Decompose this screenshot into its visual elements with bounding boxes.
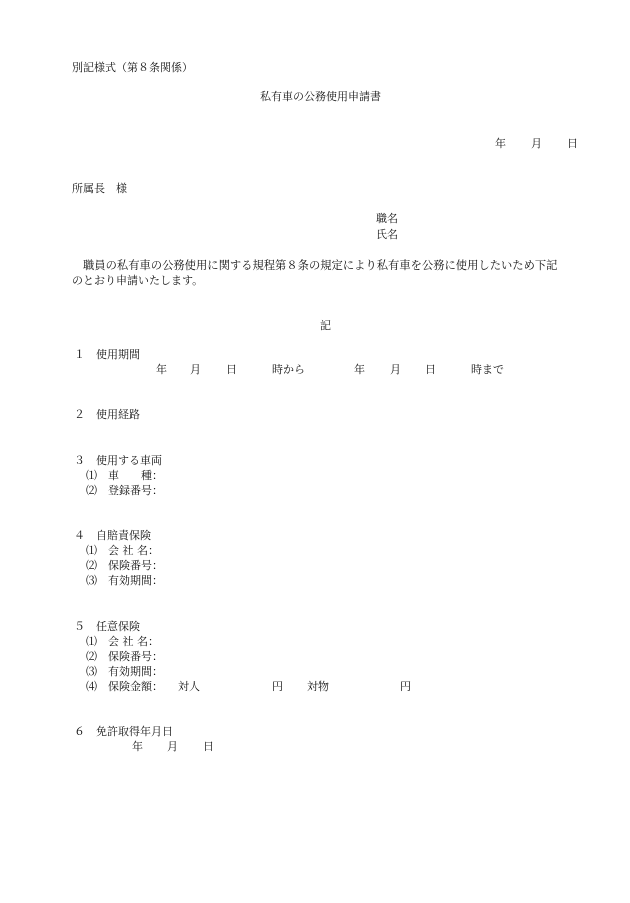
s4-item1-num: ⑴ bbox=[86, 544, 97, 557]
section6-heading: 免許取得年月日 bbox=[96, 725, 173, 738]
s5-item2-num: ⑵ bbox=[86, 650, 97, 663]
s5-property-unit: 円 bbox=[400, 680, 411, 693]
s3-item1-label: 車 種： bbox=[108, 469, 163, 482]
section4-number: ４ bbox=[74, 529, 85, 542]
s1-to-time: 時まで bbox=[471, 363, 504, 376]
section5-number: ５ bbox=[74, 620, 85, 633]
s4-item3-label: 有効期間： bbox=[108, 574, 163, 587]
body-text-line1: 職員の私有車の公務使用に関する規程第８条の規定により私有車を公務に使用したいため下記 bbox=[83, 259, 558, 272]
date-month: 月 bbox=[531, 137, 542, 150]
name-label: 氏名 bbox=[376, 228, 398, 241]
date-year: 年 bbox=[495, 137, 506, 150]
ki-label: 記 bbox=[320, 319, 331, 332]
section2-heading: 使用経路 bbox=[96, 408, 140, 421]
section1-heading: 使用期間 bbox=[96, 348, 140, 361]
body-text-line2: のとおり申請いたします。 bbox=[72, 274, 204, 287]
s1-from-month: 月 bbox=[190, 363, 201, 376]
s5-item1-label: 会 社 名： bbox=[108, 635, 159, 648]
section5-heading: 任意保険 bbox=[96, 620, 140, 633]
s5-person-label: 対人 bbox=[178, 680, 200, 693]
section2-number: ２ bbox=[74, 408, 85, 421]
section3-number: ３ bbox=[74, 454, 85, 467]
s4-item1-label: 会 社 名： bbox=[108, 544, 159, 557]
section6-number: ６ bbox=[74, 725, 85, 738]
s1-to-year: 年 bbox=[354, 363, 365, 376]
form-label: 別記様式（第８条関係） bbox=[72, 61, 193, 74]
s5-property-label: 対物 bbox=[307, 680, 329, 693]
s5-item2-label: 保険番号： bbox=[108, 650, 163, 663]
s5-item4-label: 保険金額： bbox=[108, 680, 163, 693]
s3-item2-label: 登録番号： bbox=[108, 484, 163, 497]
s3-item2-num: ⑵ bbox=[86, 484, 97, 497]
s1-from-time: 時から bbox=[272, 363, 305, 376]
s1-to-day: 日 bbox=[425, 363, 436, 376]
s1-to-month: 月 bbox=[390, 363, 401, 376]
s4-item3-num: ⑶ bbox=[86, 574, 97, 587]
s1-from-day: 日 bbox=[226, 363, 237, 376]
s5-item3-label: 有効期間： bbox=[108, 665, 163, 678]
page-title: 私有車の公務使用申請書 bbox=[260, 90, 381, 103]
s4-item2-num: ⑵ bbox=[86, 559, 97, 572]
s4-item2-label: 保険番号： bbox=[108, 559, 163, 572]
section4-heading: 自賠責保険 bbox=[96, 529, 151, 542]
s3-item1-num: ⑴ bbox=[86, 469, 97, 482]
s6-month: 月 bbox=[167, 740, 178, 753]
s6-day: 日 bbox=[203, 740, 214, 753]
s5-item3-num: ⑶ bbox=[86, 665, 97, 678]
s5-item1-num: ⑴ bbox=[86, 635, 97, 648]
s6-year: 年 bbox=[132, 740, 143, 753]
section3-heading: 使用する車両 bbox=[96, 454, 162, 467]
date-day: 日 bbox=[567, 137, 578, 150]
s1-from-year: 年 bbox=[156, 363, 167, 376]
s5-person-unit: 円 bbox=[272, 680, 283, 693]
s5-item4-num: ⑷ bbox=[86, 680, 97, 693]
position-label: 職名 bbox=[376, 212, 398, 225]
addressee: 所属長 様 bbox=[72, 182, 127, 195]
section1-number: １ bbox=[74, 348, 85, 361]
